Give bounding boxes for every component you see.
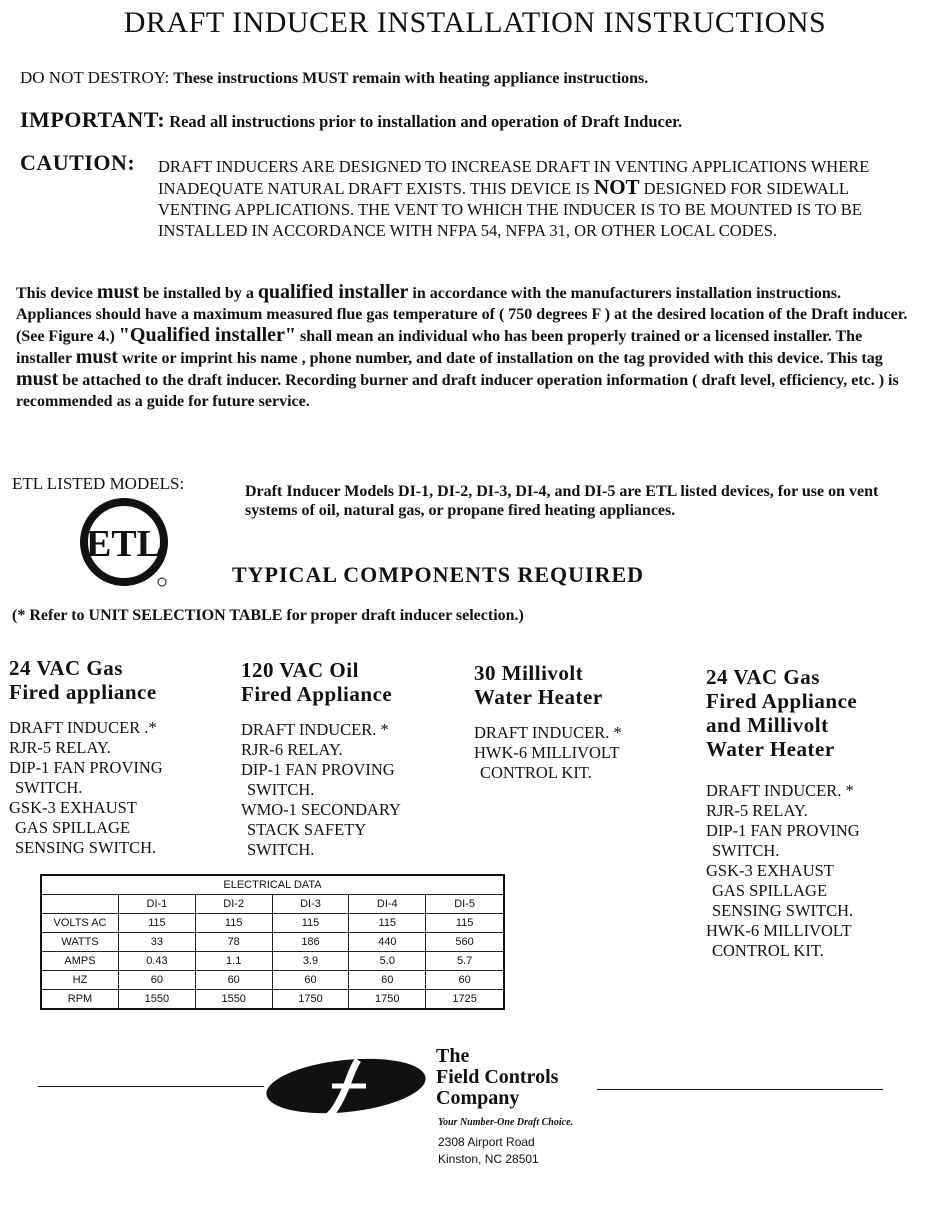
footer-rule-right — [597, 1089, 883, 1090]
installer-text-3: in accordance with the manufacturers installation instructions. Appliances should have a maximum measured flue gas temperature of ( 750 degrees F ) at the desired location of the Draft inducer. (See Figure 4.) — [16, 285, 908, 345]
list-item: HWK-6 MILLIVOLT CONTROL KIT. — [474, 743, 620, 782]
electrical-table-title: ELECTRICAL DATA — [41, 875, 504, 895]
caution-text-part-a: DRAFT INDUCERS ARE DESIGNED TO INCREASE DRAFT IN VENTING APPLICATIONS WHERE INADEQUATE NATURAL DRAFT EXISTS. THIS DEVICE IS — [158, 157, 870, 198]
list-item: RJR-6 RELAY. — [241, 740, 343, 759]
page-title: DRAFT INDUCER INSTALLATION INSTRUCTIONS — [123, 6, 827, 39]
caution-label: CAUTION: — [20, 150, 136, 175]
do-not-destroy-text: These instructions MUST remain with heating appliance instructions. — [173, 70, 649, 87]
table-cell: 440 — [349, 933, 426, 952]
caution-text — [158, 156, 918, 241]
etl-logo — [78, 498, 176, 590]
installer-paragraph — [16, 282, 916, 412]
installer-text-4: shall mean an individual who has been properly trained or a licensed installer. The installer — [16, 328, 863, 367]
do-not-destroy-notice — [20, 68, 648, 88]
table-header-cell: DI-5 — [426, 895, 504, 914]
table-cell: 1750 — [349, 990, 426, 1010]
company-address — [438, 1134, 539, 1168]
component-column-2 — [241, 658, 471, 860]
table-cell: 5.7 — [426, 952, 504, 971]
table-cell: 115 — [426, 914, 504, 933]
installer-text-1: This device — [16, 285, 97, 302]
table-cell: 60 — [426, 971, 504, 990]
table-cell: 115 — [119, 914, 196, 933]
table-cell: 60 — [272, 971, 349, 990]
table-row — [41, 895, 504, 914]
installer-text-2: be installed by a — [139, 285, 258, 302]
table-header-cell: DI-4 — [349, 895, 426, 914]
table-row — [41, 971, 504, 990]
table-header-cell: DI-3 — [272, 895, 349, 914]
list-item: DIP-1 FAN PROVING SWITCH. — [706, 821, 860, 860]
component-column-1 — [9, 656, 234, 858]
company-name — [436, 1046, 558, 1109]
etl-text: Draft Inducer Models DI-1, DI-2, DI-3, DI-4, and DI-5 are ETL listed devices, for use on vent systems of oil, natural gas, or propane fired heating appliances. — [245, 483, 879, 519]
table-cell: 115 — [195, 914, 272, 933]
important-text: Read all instructions prior to installation and operation of Draft Inducer. — [169, 112, 683, 131]
footer-rule-left — [38, 1086, 264, 1087]
table-cell: 1.1 — [195, 952, 272, 971]
table-cell: 78 — [195, 933, 272, 952]
list-item: DRAFT INDUCER. * — [706, 781, 854, 800]
row-label: AMPS — [41, 952, 119, 971]
table-cell: 5.0 — [349, 952, 426, 971]
installer-must-2: must — [75, 346, 118, 368]
table-cell: 1725 — [426, 990, 504, 1010]
row-label: RPM — [41, 990, 119, 1010]
installer-text-6: be attached to the draft inducer. Recording burner and draft inducer operation information ( draft level, efficiency, etc. ) is recommended as a guide for future service. — [16, 372, 899, 410]
list-item: RJR-5 RELAY. — [706, 801, 808, 820]
column-1-heading: 24 VAC Gas Fired appliance — [9, 656, 157, 704]
table-row — [41, 914, 504, 933]
table-cell: 186 — [272, 933, 349, 952]
do-not-destroy-label: DO NOT DESTROY: — [20, 68, 170, 87]
table-cell: 33 — [119, 933, 196, 952]
installer-must-3: must — [16, 368, 59, 390]
refer-note: (* Refer to UNIT SELECTION TABLE for proper draft inducer selection.) — [12, 607, 524, 624]
table-row — [41, 952, 504, 971]
table-cell: 1550 — [195, 990, 272, 1010]
list-item: DRAFT INDUCER .* — [9, 718, 157, 737]
table-cell: 60 — [195, 971, 272, 990]
components-title: TYPICAL COMPONENTS REQUIRED — [232, 562, 645, 587]
component-column-3 — [474, 661, 699, 783]
installer-qualified-1: qualified installer — [257, 281, 409, 303]
electrical-data-table — [40, 874, 505, 1010]
table-header-cell: DI-1 — [119, 895, 196, 914]
important-notice — [20, 107, 682, 133]
row-label: WATTS — [41, 933, 119, 952]
company-name-line-1: The — [436, 1045, 470, 1067]
list-item: RJR-5 RELAY. — [9, 738, 111, 757]
column-2-heading: 120 VAC Oil Fired Appliance — [241, 658, 393, 706]
table-cell: 560 — [426, 933, 504, 952]
etl-logo-text: ETL — [85, 523, 163, 565]
important-label: IMPORTANT: — [20, 107, 166, 132]
column-4-heading: 24 VAC Gas Fired Appliance and Millivolt Water Heater — [706, 665, 858, 761]
column-3-heading: 30 Millivolt Water Heater — [474, 661, 603, 709]
list-item: GSK-3 EXHAUST GAS SPILLAGE SENSING SWITCH. — [706, 861, 854, 920]
list-item: DIP-1 FAN PROVING SWITCH. — [9, 758, 163, 797]
list-item: DRAFT INDUCER. * — [474, 723, 622, 742]
table-cell: 115 — [349, 914, 426, 933]
address-line-1: 2308 Airport Road — [438, 1135, 535, 1149]
table-header-cell: DI-2 — [195, 895, 272, 914]
company-name-line-3: Company — [436, 1087, 520, 1109]
caution-text-part-b: DESIGNED FOR SIDEWALL VENTING APPLICATIONS. THE VENT TO WHICH THE INDUCER IS TO BE MOUNTED IS TO BE INSTALLED IN ACCORDANCE WITH NFPA 54, NFPA 31, OR OTHER LOCAL CODES. — [158, 179, 862, 240]
list-item: DIP-1 FAN PROVING SWITCH. — [241, 760, 395, 799]
table-row — [41, 990, 504, 1010]
table-cell: 3.9 — [272, 952, 349, 971]
installer-qualified-2: "Qualified installer" — [118, 324, 297, 346]
table-cell: 1550 — [119, 990, 196, 1010]
table-cell: 115 — [272, 914, 349, 933]
list-item: WMO-1 SECONDARY STACK SAFETY SWITCH. — [241, 800, 401, 859]
table-cell: 60 — [119, 971, 196, 990]
table-row — [41, 933, 504, 952]
installer-text-5: write or imprint his name , phone number, and date of installation on the tag provided with this device. This tag — [117, 350, 883, 367]
table-cell: 0.43 — [119, 952, 196, 971]
table-cell: 60 — [349, 971, 426, 990]
list-item: HWK-6 MILLIVOLT CONTROL KIT. — [706, 921, 852, 960]
installer-must-1: must — [96, 281, 140, 303]
list-item: DRAFT INDUCER. * — [241, 720, 389, 739]
component-column-4 — [706, 665, 942, 961]
row-label: VOLTS AC — [41, 914, 119, 933]
company-tagline: Your Number-One Draft Choice. — [438, 1117, 574, 1128]
etl-label: ETL LISTED MODELS: — [12, 474, 185, 493]
list-item: GSK-3 EXHAUST GAS SPILLAGE SENSING SWITCH. — [9, 798, 157, 857]
row-label: HZ — [41, 971, 119, 990]
caution-not: NOT — [594, 175, 640, 199]
field-controls-logo — [262, 1052, 432, 1122]
address-line-2: Kinston, NC 28501 — [438, 1152, 539, 1166]
company-name-line-2: Field Controls — [436, 1066, 559, 1088]
table-cell: 1750 — [272, 990, 349, 1010]
